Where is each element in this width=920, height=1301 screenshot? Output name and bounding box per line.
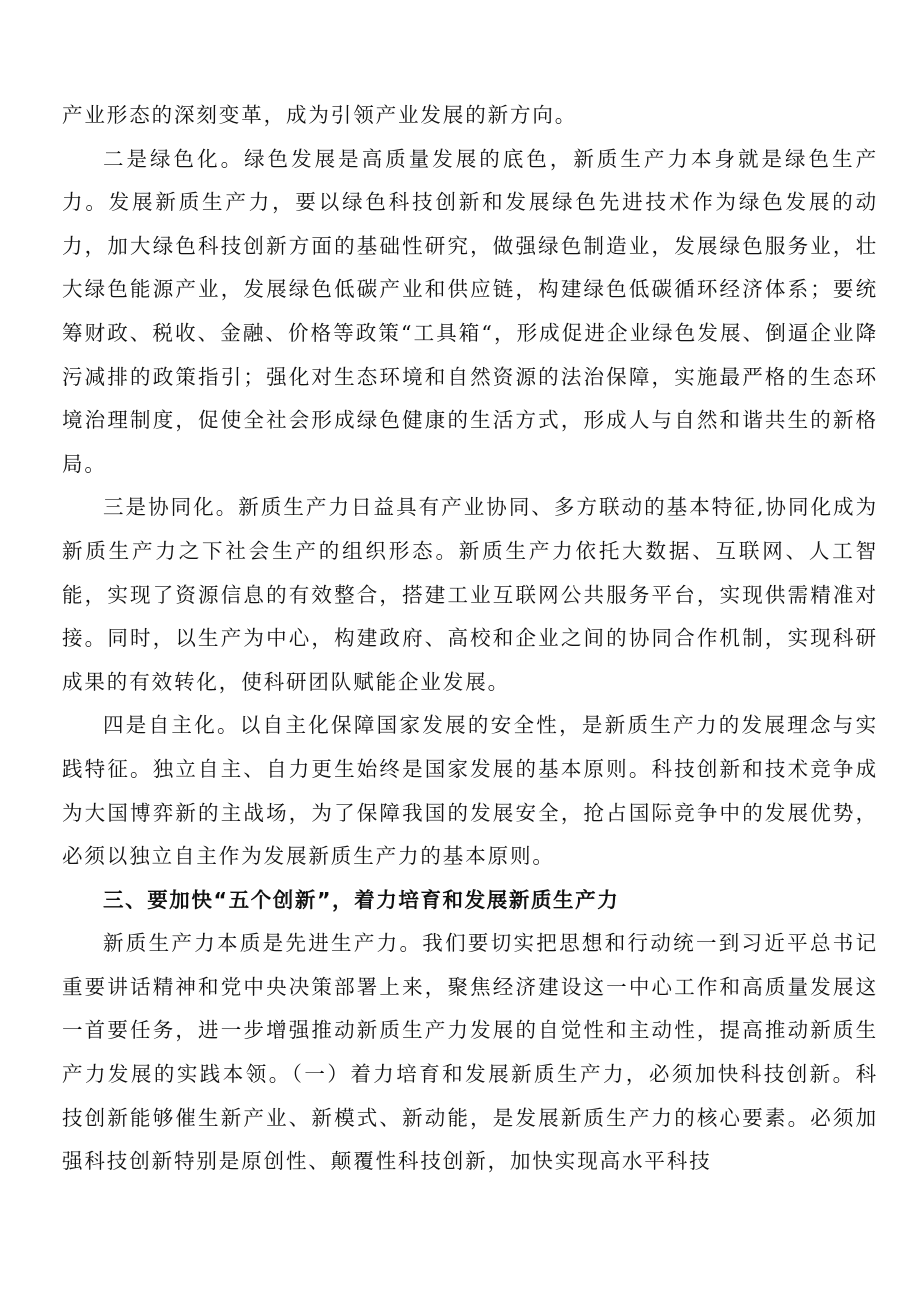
paragraph-continuation: 产业形态的深刻变革，成为引领产业发展的新方向。 bbox=[62, 103, 578, 127]
document-body bbox=[62, 94, 878, 1184]
paragraph-green: 二是绿色化。绿色发展是高质量发展的底色，新质生产力本身就是绿色生产力。发展新质生产力，要以绿色科技创新和发展绿色先进技术作为绿色发展的动力，加大绿色科技创新方面的基础性研究，做强绿色制造业，发展绿色服务业，壮大绿色能源产业，发展绿色低碳产业和供应链，构建绿色低碳循环经济体系；要统筹财政、税收、金融、价格等政策“工具箱“，形成促进企业绿色发展、倒逼企业降污减排的政策指引；强化对生态环境和自然资源的法治保障，实施最严格的生态环境治理制度，促使全社会形成绿色健康的生活方式，形成人与自然和谐共生的新格局。 bbox=[62, 146, 878, 476]
section-heading: 三、要加快“五个创新”，着力培育和发展新质生产力 bbox=[103, 887, 620, 912]
paragraph-advanced-productivity: 新质生产力本质是先进生产力。我们要切实把思想和行动统一到习近平总书记重要讲话精神和党中央决策部署上来，聚焦经济建设这一中心工作和高质量发展这一首要任务，进一步增强推动新质生产力发展的自觉性和主动性，提高推动新质生产力发展的实践本领。（一）着力培育和发展新质生产力，必须加快科技创新。科技创新能够催生新产业、新模式、新动能，是发展新质生产力的核心要素。必须加强科技创新特别是原创性、颠覆性科技创新，加快实现高水平科技 bbox=[62, 931, 878, 1174]
paragraph-synergy: 三是协同化。新质生产力日益具有产业协同、多方联动的基本特征,协同化成为新质生产力之下社会生产的组织形态。新质生产力依托大数据、互联网、人工智能，实现了资源信息的有效整合，搭建工业互联网公共服务平台，实现供需精准对接。同时，以生产为中心，构建政府、高校和企业之间的协同合作机制，实现科研成果的有效转化，使科研团队赋能企业发展。 bbox=[62, 495, 878, 694]
paragraph-autonomy: 四是自主化。以自主化保障国家发展的安全性，是新质生产力的发展理念与实践特征。独立自主、自力更生始终是国家发展的基本原则。科技创新和技术竞争成为大国博弈新的主战场，为了保障我国的发展安全，抢占国际竞争中的发展优势，必须以独立自主作为发展新质生产力的基本原则。 bbox=[62, 713, 878, 869]
